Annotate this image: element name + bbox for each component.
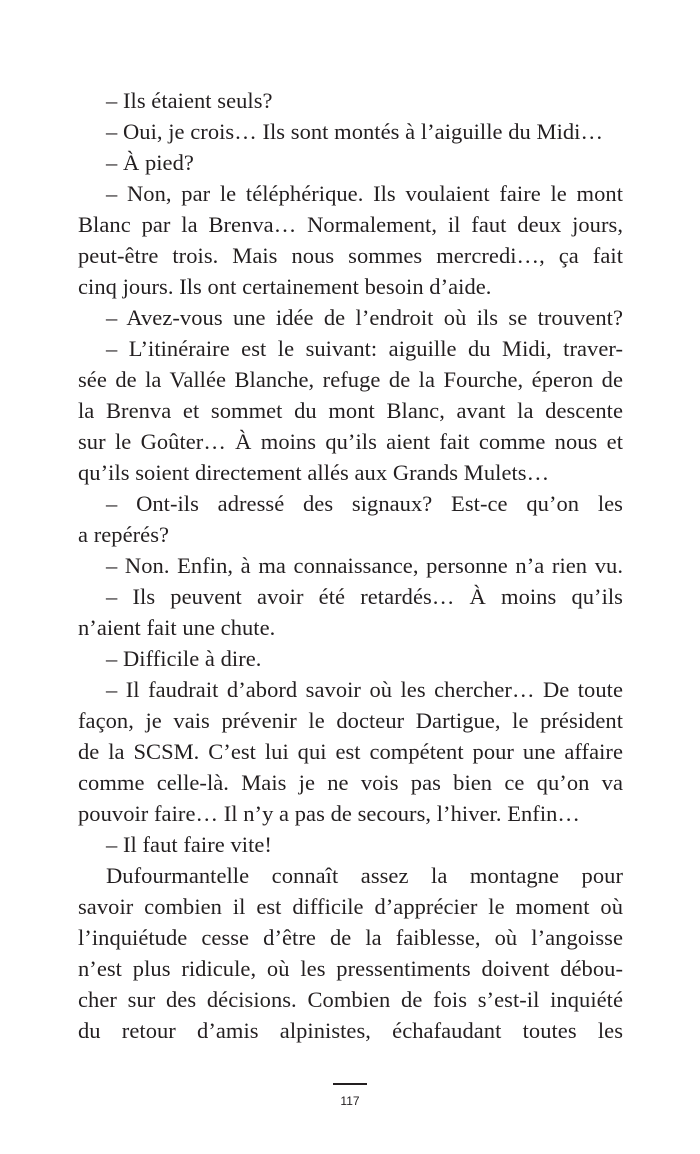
text-line: savoir combien il est difficile d’apprécier le moment où [78,894,623,919]
text-line: comme celle-là. Mais je ne vois pas bien ce qu’on va [78,770,623,795]
text-line: n’aient fait une chute. [78,615,276,640]
text-line: pouvoir faire… Il n’y a pas de secours, l’hiver. Enfin… [78,801,580,826]
text-line: – Ils étaient seuls? [106,88,273,113]
text-line: – Oui, je crois… Ils sont montés à l’aiguille du Midi… [106,119,604,144]
text-line: – Difficile à dire. [106,646,262,671]
page-number: 117 [340,1094,360,1108]
text-line: Dufourmantelle connaît assez la montagne pour [106,863,623,888]
text-line: Blanc par la Brenva… Normalement, il faut deux jours, [78,212,623,237]
text-line: de la SCSM. C’est lui qui est compétent pour une affaire [78,739,623,764]
text-line: sur le Goûter… À moins qu’ils aient fait comme nous et [78,429,623,454]
text-line: – Non, par le téléphérique. Ils voulaient faire le mont [106,181,623,206]
text-line: – L’itinéraire est le suivant: aiguille du Midi, traver- [106,336,623,361]
text-line: la Brenva et sommet du mont Blanc, avant la descente [78,398,623,423]
text-line: – À pied? [106,150,194,175]
text-line: sée de la Vallée Blanche, refuge de la Fourche, éperon de [78,367,623,392]
text-line: peut-être trois. Mais nous sommes mercredi…, ça fait [78,243,623,268]
text-line: – Avez-vous une idée de l’endroit où ils se trouvent? [106,305,623,330]
text-line: a repérés? [78,522,170,547]
text-line: – Non. Enfin, à ma connaissance, personne n’a rien vu. [106,553,623,578]
text-line: cinq jours. Ils ont certainement besoin d’aide. [78,274,492,299]
text-line: façon, je vais prévenir le docteur Dartigue, le président [78,708,623,733]
page-text-block [78,85,623,1046]
text-line: n’est plus ridicule, où les pressentiments doivent débou- [78,956,623,981]
text-line: – Ont-ils adressé des signaux? Est-ce qu’on les [106,491,623,516]
page-number-rule [333,1083,367,1085]
text-line: – Il faut faire vite! [106,832,272,857]
text-line: l’inquiétude cesse d’être de la faiblesse, où l’angoisse [78,925,623,950]
text-line: – Ils peuvent avoir été retardés… À moins qu’ils [106,584,623,609]
text-line: du retour d’amis alpinistes, échafaudant toutes les [78,1018,623,1043]
text-line: qu’ils soient directement allés aux Grands Mulets… [78,460,550,485]
text-line: cher sur des décisions. Combien de fois s’est-il inquiété [78,987,623,1012]
text-line: – Il faudrait d’abord savoir où les chercher… De toute [106,677,623,702]
